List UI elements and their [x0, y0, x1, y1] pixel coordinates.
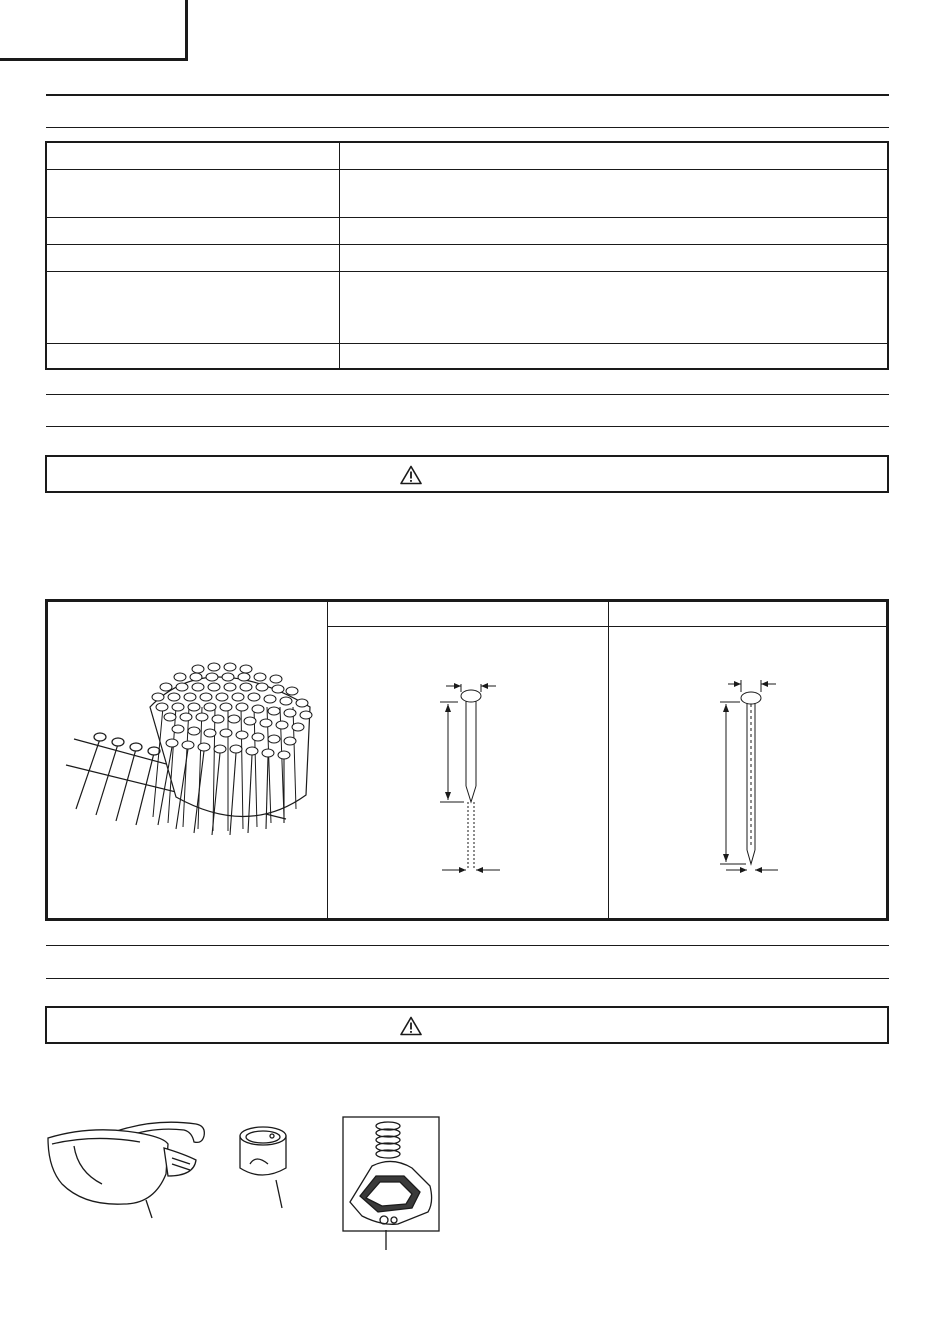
coil-label	[108, 867, 268, 885]
column-divider	[327, 602, 328, 918]
spec-value	[340, 169, 889, 217]
section-rule	[46, 94, 889, 96]
spec-key	[46, 217, 340, 244]
spec-key	[46, 343, 340, 369]
header-divider	[327, 626, 886, 627]
section-rule	[46, 978, 889, 979]
warning-triangle-icon	[400, 1016, 422, 1036]
section-rule	[46, 127, 889, 128]
spec-value	[340, 271, 889, 343]
nail-spec-table	[45, 599, 889, 921]
pusher-assembly-illustration	[342, 1116, 442, 1252]
warning-box	[45, 455, 889, 493]
language-tab	[0, 0, 188, 61]
spec-key	[46, 271, 340, 343]
spec-key	[46, 169, 340, 217]
section-rule	[46, 945, 889, 946]
section-rule	[46, 394, 889, 395]
spec-key	[46, 244, 340, 271]
specifications-table	[45, 141, 889, 370]
nail-diagram-2	[708, 670, 798, 880]
column-divider	[608, 602, 609, 918]
warning-triangle-icon	[400, 465, 422, 485]
spec-value	[340, 343, 889, 369]
spec-row	[46, 142, 888, 169]
spec-row	[46, 343, 888, 369]
section-rule	[46, 426, 889, 427]
spec-value	[340, 244, 889, 271]
spec-row	[46, 169, 888, 217]
spec-value	[340, 217, 889, 244]
nose-cap-illustration	[236, 1124, 296, 1212]
safety-glasses-illustration	[44, 1114, 214, 1220]
spec-row	[46, 217, 888, 244]
nail-diagram-1	[428, 670, 518, 880]
spec-key	[46, 142, 340, 169]
spec-value	[340, 142, 889, 169]
spec-row	[46, 271, 888, 343]
warning-box	[45, 1006, 889, 1044]
col-header-1	[333, 605, 603, 625]
coil-nails-illustration	[58, 647, 320, 847]
col-header-2	[614, 605, 884, 625]
spec-row	[46, 244, 888, 271]
